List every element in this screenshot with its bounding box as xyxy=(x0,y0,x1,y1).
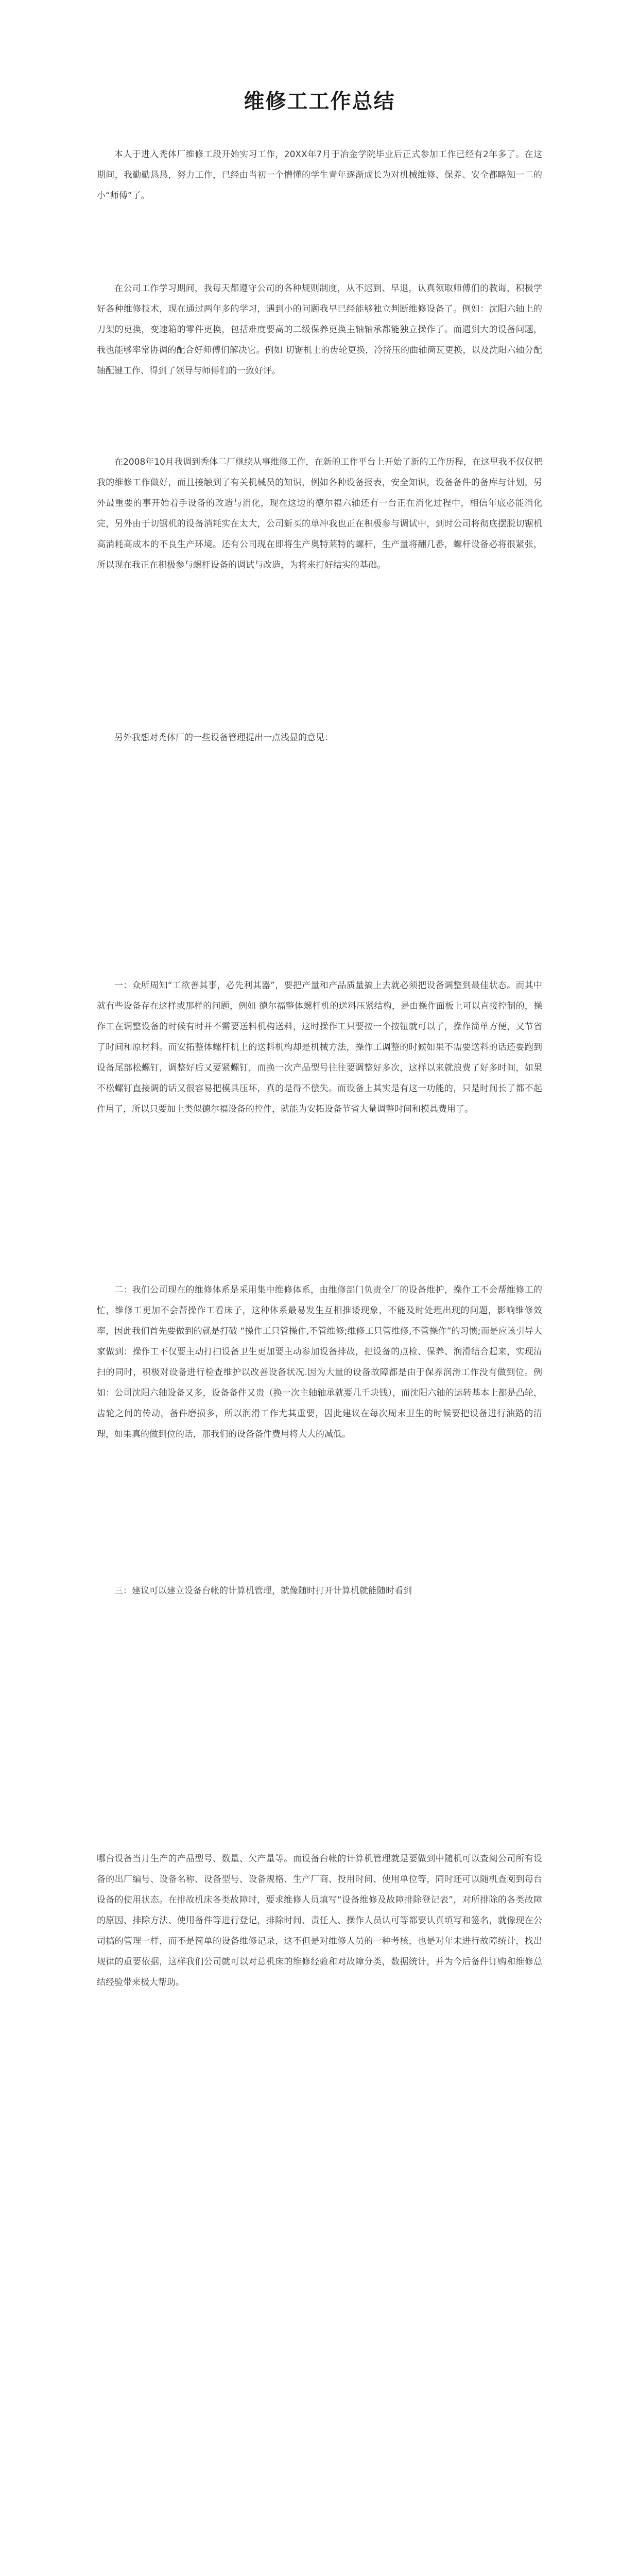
paragraph-intro: 本人于进入秃体厂维修工段开始实习工作，20XX年7月于冶金学院毕业后正式参加工作已经有2年多了。在这期间，我勤勤恳恳，努力工作，已经由当初一个懵懂的学生青年逐渐成长为对机械维修、保养、安全都略知一二的小“师傅”了。 xyxy=(97,149,542,201)
paragraph-suggestion-three-continued: 哪台设备当月生产的产品型号、数量、欠产量等。而设备台帐的计算机管理就是要做到中随机可以查阅公司所有设备的出厂编号、设备名称、设备型号、设备规格、生产厂商、投用时间、使用单位等，同时还可以随机查阅到每台设备的使用状态。在排故机床各类故障时，要求维修人员填写“设备维修及故障排除登记表”，对所排除的各类故障的原因、排除方法、使用备件等进行登记，排除时间、责任人、操作人员认可等都要认真填写和签名，就像现在公司搞的管理一样，而不是简单的设备维修记录，这不但是对维修人员的一种考核，也是对年末进行故障统计，找出规律的重要依据，这样我们公司就可以对总机床的维修经验和对故障分类，数据统计，并为今后备件订购和维修总结经验带来极大帮助。 xyxy=(97,1854,542,1988)
paragraph-suggestions-intro: 另外我想对秃体厂的一些设备管理提出一点浅显的意见： xyxy=(114,733,333,743)
document-title: 维修工工作总结 xyxy=(244,89,395,113)
paragraph-suggestion-two: 二：我们公司现在的维修体系是采用集中维修体系，由维修部门负责全厂的设备维护，操作工不会帮维修工的忙，维修工更加不会帮操作工看床子，这种体系最易发生互相推诿现象，不能及时处理出现的问题，影响维修效率，因此我们首先要做到的就是打破 “操作工只管操作,不管维修;维修工只管维修,不管操作”的习惯;而是应该引导大家做到：操作工不仅要主动打扫设备卫生更加要主动参加设备排故，把设备的点检、保养、润滑结合起来，实现清扫的同时，积极对设备进行检查维护以改善设备状况.因为大量的设备故障都是由于保养润滑工作没有做到位。例如：公司沈阳六轴设备又多，设备备件又贵（换一次主轴轴承就要几千块钱），而沈阳六轴的运转基本上都是凸轮，齿轮之间的传动，备件磨损多，所以润滑工作尤其重要，因此建议在每次周末卫生的时候要把设备进行油路的清理，如果真的做到位的话，那我们的设备备件费用将大大的减低。 xyxy=(97,1285,542,1439)
paragraph-suggestion-one: 一：众所周知“工欲善其事，必先利其器”，要把产量和产品质量搞上去就必须把设备调整到最佳状态。而其中就有些设备存在这样或那样的问题，例如 德尔福整体螺杆机的送料压紧结构，是由操作面板上可以直接控制的，操作工在调整设备的时候有时并不需要送料机构送料，这时操作工只要按一个按钮就可以了，操作简单方便，又节省了时间和原材料。而安拓整体螺杆机上的送料机构却是机械方法，操作工调整的时候如果不需要送料的话还要跑到设备尾部松螺钉，调整好后又要紧螺钉，而换一次产品型号往往要调整好多次，这样以来就浪费了好多时间，如果不松螺钉直接调的话又很容易把模具压坏，真的是得不偿失。而设备上其实是有这一功能的，只是时间长了都不起作用了，所以只要加上类似德尔福设备的控件，就能为安拓设备节省大量调整时间和模具费用了。 xyxy=(97,980,542,1114)
paragraph-transfer: 在2008年10月我调到秃体二厂继续从事维修工作，在新的工作平台上开始了新的工作历程，在这里我不仅仅把我的维修工作做好，而且接触到了有关机械员的知识，例如各种设备报表，安全知识，设备备件的备库与计划，另外最重要的事开始着手设备的改造与消化，现在这边的德尔福六轴还有一台正在消化过程中，相信年底必能消化完，另外由于切锯机的设备消耗实在太大，公司新买的单冲我也正在积极参与调试中，到时公司将彻底摆脱切锯机高消耗高成本的不良生产环境。还有公司现在即将生产奥特莱特的螺杆，生产量将翻几番，螺杆设备必将很紧张，所以现在我正在积极参与螺杆设备的调试与改造，为将来打好结实的基础。 xyxy=(97,457,542,570)
paragraph-study-period: 在公司工作学习期间，我每天都遵守公司的各种规则制度，从不迟到、早退，认真领取师傅们的教诲，积极学好各种维修技术，现在通过两年多的学习，遇到小的问题我早已经能够独立判断维修设备了。例如：沈阳六轴上的刀架的更换，变速箱的零件更换，包括难度要高的二级保养更换主轴轴承都能独立操作了。而遇到大的设备问题，我也能够率常协调的配合好师傅们解决它。例如 切锯机上的齿轮更换，冷挤压的曲轴筒瓦更换，以及沈阳六轴分配轴配键工作、得到了领导与师傅们的一致好评。 xyxy=(97,283,542,376)
paragraph-suggestion-three: 三：建议可以建立设备台帐的计算机管理，就像随时打开计算机就能随时看到 xyxy=(114,1586,412,1596)
